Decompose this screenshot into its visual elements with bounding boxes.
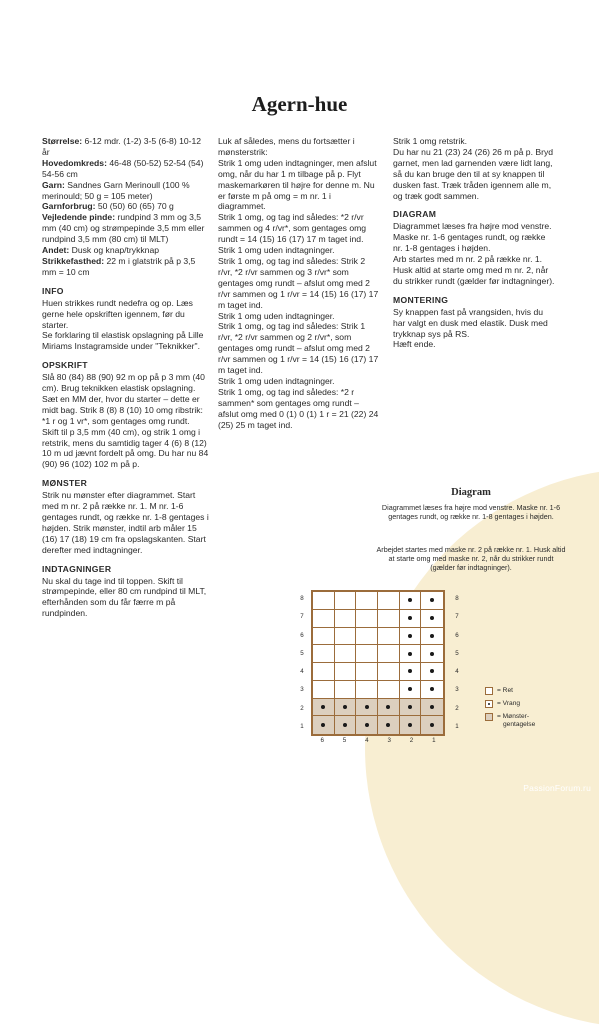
chart-cell-purl [335, 716, 357, 734]
chart-cell-purl [335, 699, 357, 717]
assembly-heading: MONTERING [393, 294, 449, 305]
chart-cell-knit [378, 610, 400, 628]
col2-paragraph: Strik 1 omg, og tag ind således: *2 r/vr sammen og 4 r/vr*, som gentages omg rundt = 14 (15) 16 (17) 17 m taget ind. [218, 212, 367, 245]
info-text: Huen strikkes rundt nedefra og op. Læs gerne hele opskriften igennem, før du starter. [42, 297, 193, 330]
chart-cell-purl [400, 699, 422, 717]
chart-cell-purl [400, 663, 422, 681]
column-3 [393, 136, 557, 350]
chart-cell-knit [356, 628, 378, 646]
chart-cell-purl [400, 716, 422, 734]
chart-column-label: 5 [342, 737, 347, 744]
info-heading: INFO [42, 285, 64, 296]
chart-cell-purl [421, 681, 443, 699]
chart-row-label: 7 [455, 613, 459, 621]
chart-cell-knit [378, 681, 400, 699]
chart-row-label: 6 [300, 631, 304, 639]
purl-symbol-icon [485, 700, 493, 708]
chart-column-label: 1 [432, 737, 436, 744]
chart-row-label: 8 [300, 595, 304, 603]
chart-row-labels-right [453, 590, 461, 736]
chart-row-label: 7 [300, 613, 304, 621]
chart-row-label: 6 [455, 631, 459, 639]
chart-cell-knit [313, 592, 335, 610]
chart-row-label: 3 [300, 686, 304, 694]
diagram-text: Arb startes med m nr. 2 på række nr. 1. Husk altid at starte omg med m nr. 2, når du strikker rundt (gælder før indtagninger). [393, 254, 555, 286]
chart-row-label: 3 [455, 686, 459, 694]
diagram-title: Diagram [451, 487, 491, 498]
chart-cell-knit [313, 610, 335, 628]
col2-paragraph: Luk af således, mens du fortsætter i mønsterstrik: [218, 136, 355, 157]
chart-row-labels-left [298, 590, 306, 736]
chart-cell-knit [335, 592, 357, 610]
chart-cell-purl [313, 716, 335, 734]
gauge-line: Strikkefasthed: 22 m i glatstrik på p 3,5 mm = 10 cm [42, 255, 196, 277]
column-1 [42, 136, 210, 619]
chart-cell-knit [335, 681, 357, 699]
chart-row-label: 2 [300, 704, 304, 712]
chart-cell-purl [378, 699, 400, 717]
chart-cell-knit [378, 592, 400, 610]
chart-cell-knit [335, 663, 357, 681]
diagram-heading: DIAGRAM [393, 209, 437, 220]
chart-cell-purl [400, 681, 422, 699]
chart-cell-purl [421, 663, 443, 681]
head-line: Hovedomkreds: 46-48 (50-52) 52-54 (54) 54-56 cm [42, 157, 204, 179]
recipe-heading: OPSKRIFT [42, 360, 88, 371]
chart-cell-knit [335, 610, 357, 628]
chart-cell-purl [421, 592, 443, 610]
col2-paragraph: Strik 1 omg, og tag ind således: Strik 2 r/vr, *2 r/vr sammen og 3 r/vr* som gentages omg rundt – afslut omg med 2 r/vr sammen og 1 r/vr = 14 (15) 16 (17) 17 m taget ind. [218, 255, 379, 310]
chart-row-label: 4 [455, 668, 459, 676]
diagram-note-2: Arbejdet startes med maske nr. 2 på række nr. 1. Husk altid at starte omg med maske nr. 2, når du strikker rundt (gælder før indtagninger). [376, 545, 566, 572]
pattern-text: Strik nu mønster efter diagrammet. Start med m nr. 2 på række nr. 1. M nr. 1-6 gentages rundt, og række nr. 1-8 gentages i højden. Strik mønster, indtil arb måler 15 (16) 17 (18) 19 cm fra opslagskanten. Start derefter med indtagninger. [42, 490, 209, 555]
yarn-use-line: Garnforbrug: 50 (50) 60 (65) 70 g [42, 201, 174, 212]
info-text-2: Se forklaring til elastisk opslagning på Lille Miriams Instagramside under "Teknikker". [42, 330, 204, 352]
col2-paragraph: Strik 1 omg uden indtagninger. [218, 375, 335, 386]
pattern-heading: MØNSTER [42, 478, 88, 489]
chart-cell-purl [400, 645, 422, 663]
col2-paragraph: Strik 1 omg uden indtagninger, men afslut omg, når du har 1 m tilbage på p. Flyt maskemarkøren til højre for denne m. Nu er første m på omg = m nr. 1 i diagrammet. [218, 157, 377, 212]
chart-cell-purl [400, 592, 422, 610]
chart-cell-purl [421, 645, 443, 663]
chart-row-label: 2 [455, 704, 459, 712]
size-line: Størrelse: 6-12 mdr. (1-2) 3-5 (6-8) 10-12 år [42, 136, 202, 157]
chart-cell-purl [421, 699, 443, 717]
chart-cell-knit [378, 645, 400, 663]
chart-cell-purl [400, 628, 422, 646]
chart-cell-knit [335, 628, 357, 646]
chart-cell-purl [378, 716, 400, 734]
chart-cell-purl [356, 716, 378, 734]
chart-cell-knit [313, 628, 335, 646]
diagram-note-1: Diagrammet læses fra højre mod venstre. Maske nr. 1-6 gentages rundt, og række nr. 1-8 gentages i højden. [381, 503, 561, 521]
needles-line: Vejledende pinde: rundpind 3 mm og 3,5 mm (40 cm) og strømpepinde 3,5 mm eller rundpind 3,5 mm (80 cm) til MLT) [42, 212, 205, 245]
chart-cell-knit [313, 663, 335, 681]
chart-cell-knit [313, 681, 335, 699]
chart-cell-knit [335, 645, 357, 663]
chart-cell-purl [421, 716, 443, 734]
chart-cell-knit [356, 592, 378, 610]
chart-cell-knit [378, 663, 400, 681]
chart-column-label: 4 [365, 737, 369, 744]
chart-row-label: 1 [455, 722, 459, 730]
chart-cell-knit [356, 610, 378, 628]
assembly-text: Sy knappen fast på vrangsiden, hvis du har valgt en dusk med elastik. Dusk med trykknap sys på RS. [393, 306, 548, 339]
repeat-symbol-icon [485, 713, 493, 721]
col2-paragraph: Strik 1 omg uden indtagninger. [218, 245, 335, 256]
col2-paragraph: Strik 1 omg, og tag ind således: *2 r sammen* som gentages omg rundt – afslut omg med 0 (1) 0 (1) 1 r = 21 (22) 24 (25) 25 m taget ind. [218, 386, 379, 430]
chart-row-label: 1 [300, 722, 304, 730]
assembly-text-2: Hæft ende. [393, 339, 436, 350]
chart-cell-knit [356, 663, 378, 681]
diagram-text: Maske nr. 1-6 gentages rundt, og række nr. 1-8 gentages i højden. [393, 232, 546, 254]
chart-row-label: 4 [300, 668, 304, 676]
decrease-text: Nu skal du tage ind til toppen. Skift til strømpepinde, eller 80 cm rundpind til MLT, efterhånden som du får færre m på rundpinden. [42, 575, 207, 619]
col2-paragraph: Strik 1 omg, og tag ind således: Strik 1 r/vr, *2 r/vr sammen og 2 r/vr*, som gentages omg rundt – afslut omg med 2 r/vr sammen og 1 r/vr = 14 (15) 16 (17) 17 m taget ind. [218, 321, 379, 376]
col3-paragraph: Du har nu 21 (23) 24 (26) 26 m på p. Bryd garnet, men lad garnenden være lidt lang, så du kan bruge den til at sy knappen til dusken fast. Træk tråden igennem alle m, og træk godt sammen. [393, 146, 554, 201]
chart-row-label: 5 [455, 649, 459, 657]
decrease-heading: INDTAGNINGER [42, 563, 112, 574]
knit-symbol-icon [485, 687, 493, 695]
other-line: Andet: Dusk og knap/trykknap [42, 245, 160, 256]
col2-paragraph: Strik 1 omg uden indtagninger. [218, 310, 335, 321]
chart-cell-purl [421, 610, 443, 628]
page-title: Agern-hue [251, 92, 348, 116]
diagram-text: Diagrammet læses fra højre mod venstre. [393, 221, 552, 232]
pattern-page: Agern-hue Størrelse: 6-12 mdr. (1-2) 3-5 (6-8) 10-12 år Hovedomkreds: 46-48 (50-52) 52-54 (54) 54-56 cm Garn: Sandnes Garn Merinoull (100 % merinould; 50 g = 105 meter) Garnforbrug: 50 (50) 60 (65) 70 g Vejledende pinde: rundpind 3 mm og 3,5 mm (40 cm) og strømpepinde 3,5 mm eller rundpind 3,5 mm (80 cm) til MLT) Andet: Dusk og knap/trykknap Strikkefasthed: 22 m i glatstrik på p 3,5 mm = 10 cm INFO Huen strikkes rundt nedefra og op. Læs gerne hele opskriften igennem, før du starter. Se forklaring til elastisk opslagning på Lille Miriams Instagramside under "Teknikker". OPSKRIFT Slå 80 (84) 88 (90) 92 m op på p 3 mm (40 cm). Brug teknikken elastisk opslagning. Sæt en MM der, hvor du starter – dette er midt bag. Strik 8 (8) 8 (10) 10 omg ribstrik: *1 r og 1 vr*, som gentages omg rundt. Skift til p 3,5 mm (40 cm), og strik 1 omg i retstrik, mens du samtidig tager 4 (6) 8 (12) 10 m ud jævnt fordelt på omg. Du har nu 84 (90) 96 (102) 102 m på p. MØNSTER Strik nu mønster efter diagrammet. Start med m nr. 2 på række nr. 1. M nr. 1-6 gentages rundt, og række nr. 1-8 gentages i højden. Strik mønster, indtil arb måler 15 (16) 17 (18) 19 cm fra opslagskanten. Start derefter med indtagninger. INDTAGNINGER Nu skal du tage ind til toppen. Skift til strømpepinde, eller 80 cm rundpind til MLT, efterhånden som du får færre m på rundpinden. Luk af således, mens du fortsætter i mønsterstrik: Strik 1 omg uden indtagninger, men afslut omg, når du har 1 m tilbage på p. Flyt maskemarkøren til højre for denne m. Nu er første m på omg = m nr. 1 i diagrammet. Strik 1 omg, og tag ind således: *2 r/vr sammen og 4 r/vr*, som gentages omg rundt = 14 (15) 16 (17) 17 m taget ind. Strik 1 omg uden indtagninger. Strik 1 omg, og tag ind således: Strik 2 r/vr, *2 r/vr sammen og 3 r/vr* som gentages omg rundt – afslut omg med 2 r/vr sammen og 1 r/vr = 14 (15) 16 (17) 17 m taget ind. Strik 1 omg uden indtagninger. Strik 1 omg, og tag ind således: Strik 1 r/vr, *2 r/vr sammen og 2 r/vr*, som gentages omg rundt – afslut omg med 2 r/vr sammen og 1 r/vr = 14 (15) 16 (17) 17 m taget ind. Strik 1 omg uden indtagninger. Strik 1 omg, og tag ind således: *2 r sammen* som gentages omg rundt – afslut omg med 0 (1) 0 (1) 1 r = 21 (22) 24 (25) 25 m taget ind. Strik 1 omg retstrik. Du har nu 21 (23) 24 (26) 26 m på p. Bryd garnet, men lad garnenden være lidt lang, så du kan bruge den til at sy knappen til dusken fast. Træk tråden igennem alle m, og træk godt sammen. DIAGRAM Diagrammet læses fra højre mod venstre. Maske nr. 1-6 gentages rundt, og række nr. 1-8 gentages i højden. Arb startes med m nr. 2 på række nr. 1. Husk altid at starte omg med m nr. 2, når du strikker rundt (gælder før indtagninger). MONTERING Sy knappen fast på vrangsiden, hvis du har valgt en dusk med elastik. Dusk med trykknap sys på RS. Hæft ende. Diagram Diagrammet læses fra højre mod venstre. Maske nr. 1-6 gentages rundt, og række nr. 1-8 gentages i højden. Arbejdet startes med maske nr. 2 på række nr. 1. Husk altid at starte omg med maske nr. 2, når du strikker rundt (gælder før indtagninger). 8 7 6 5 4 3 2 1 8 7 6 5 4 3 2 1 6 5 4 3 2 1 = Ret = Vrang = Mønster- gentagelse PassionForum.ru [0, 0, 599, 800]
chart-column-labels [311, 737, 445, 745]
chart-cell-purl [356, 699, 378, 717]
chart-cell-purl [313, 699, 335, 717]
column-2 [218, 136, 381, 430]
chart-cell-purl [400, 610, 422, 628]
chart-column-label: 6 [320, 737, 324, 744]
chart-column-label: 2 [409, 737, 414, 744]
col3-paragraph: Strik 1 omg retstrik. [393, 136, 468, 146]
chart-cell-purl [421, 628, 443, 646]
recipe-text-2: Skift til p 3,5 mm (40 cm), og strik 1 omg i retstrik, mens du samtidig tager 4 (6) 8 (12) 10 m ud jævnt fordelt på omg. Du har nu 84 (90) 96 (102) 102 m på p. [42, 426, 209, 470]
chart-cell-knit [356, 645, 378, 663]
chart-cell-knit [356, 681, 378, 699]
chart-cell-knit [378, 628, 400, 646]
recipe-text: Slå 80 (84) 88 (90) 92 m op på p 3 mm (40 cm). Brug teknikken elastisk opslagning. Sæt en MM der, hvor du starter – dette er midt bag. Strik 8 (8) 8 (10) 10 omg ribstrik: *1 r og 1 vr*, som gentages omg rundt. [42, 372, 205, 426]
chart-row-label: 8 [455, 595, 459, 603]
chart-column-label: 3 [387, 737, 391, 744]
knitting-chart [311, 590, 445, 736]
yarn-line: Garn: Sandnes Garn Merinoull (100 % merinould; 50 g = 105 meter) [42, 179, 190, 201]
watermark: PassionForum.ru [523, 783, 591, 793]
chart-cell-knit [313, 645, 335, 663]
chart-row-label: 5 [300, 649, 304, 657]
